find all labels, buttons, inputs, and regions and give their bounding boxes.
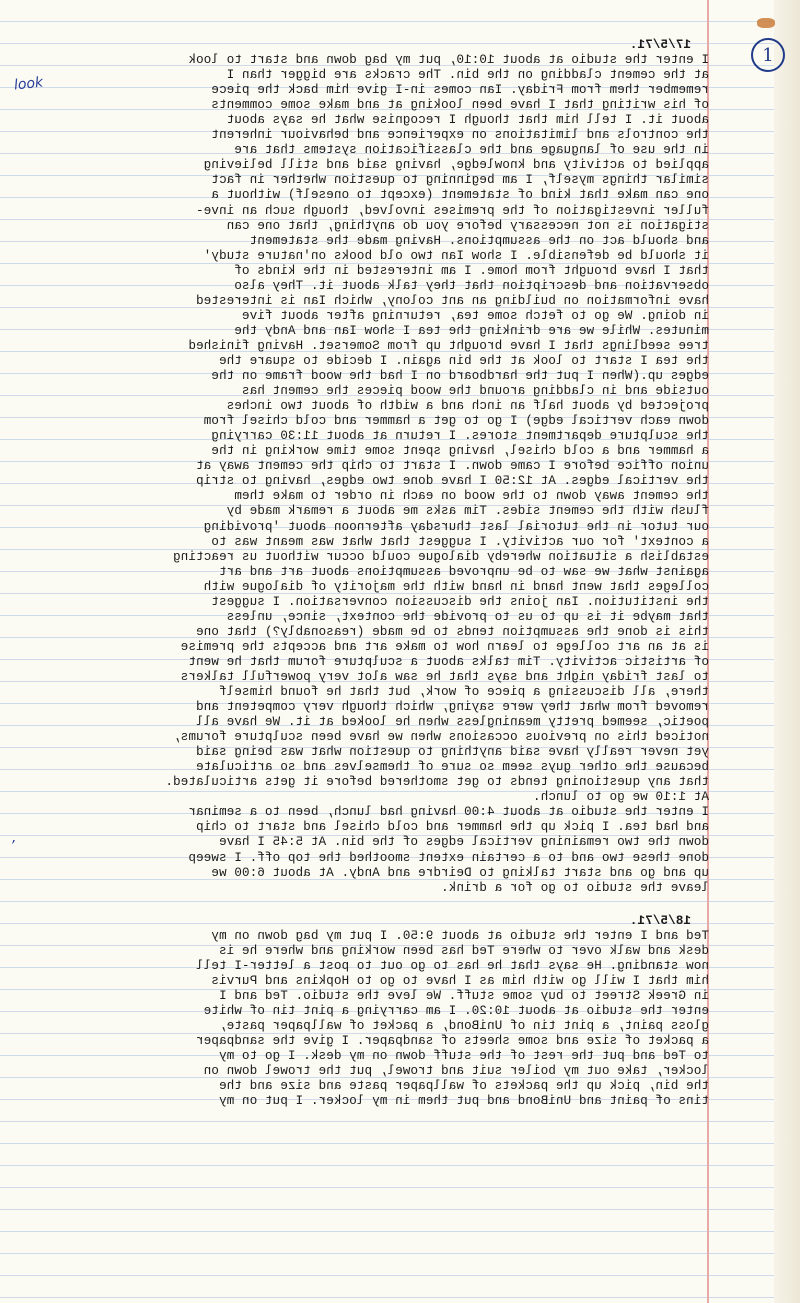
typescript-line: remember them from Friday. Ian comes in-I give him back the piece [211, 83, 709, 98]
typescript-line: against what we saw to be unproved assumptions about art and art [218, 564, 709, 579]
typescript-body [9, 38, 709, 1109]
margin-note-mark: , [12, 830, 17, 846]
typescript-line: and should act on the assumptions. Having made the statement [249, 233, 709, 248]
typescript-line: this is done the assumption tends to be made (reasonably?) that one [195, 624, 709, 639]
typescript-line: yet never really have said anything to question what was being said [195, 745, 709, 760]
typescript-line: observation and description that they talk about it. They also [234, 278, 709, 293]
typescript-line: to last friday night and says that he saw alot very powerfull talkers [180, 669, 709, 684]
typescript-line: poetic, seemed pretty meaningless when he looked at it. We have all [195, 715, 709, 730]
typescript-line: edges up.(When I put the hardboard on I had the wood frame on the [211, 369, 709, 384]
page-number-text: 1 [762, 44, 774, 66]
typescript-line: a context' for our activity. I suggest that what was meant was to [211, 534, 709, 549]
typescript-line: At 1:10 we go to lunch. [532, 790, 709, 805]
typescript-line: tins of paint and UniBond and put them in my locker. I put on my [218, 1094, 709, 1109]
typescript-line: noticed this on previous occasions when we have been sculpture forums, [172, 730, 709, 745]
typescript-line: the controls and limitations on experience and behaviour inherent [211, 128, 709, 143]
typescript-line: fuller investigation of the premises involved, though such an inve- [195, 203, 709, 218]
typescript-line: flush with the cement sides. Tim asks me about a remark made by [226, 504, 709, 519]
typescript-line: in doing. We go to fetch some tea, returning after about five [241, 308, 709, 323]
typescript-line: the institution. Ian joins the discussion conversation. I suggest [211, 594, 709, 609]
typescript-line: one can make that kind of statement (except to oneself) without a [211, 188, 709, 203]
typescript-line: locker, take out my boiler suit and trowel, put the trowel down on [203, 1064, 709, 1079]
typescript-line: I enter the studio at about 4:00 having had lunch, been to a seminar [188, 805, 709, 820]
typescript-line: tree seedlings that I have brought up from Somerset. Having finished [188, 338, 709, 353]
typescript-line: the bin, pick up the packets of wallpaper paste and size and the [218, 1079, 709, 1094]
typescript-line: it should be defensible. I show Ian two old books on'nature study' [203, 248, 709, 263]
typescript-line: because the other guys seem so sure of themselves and so articulate [195, 760, 709, 775]
typescript-line: have information on building an ant colony, which Ian is interested [195, 293, 709, 308]
typescript-line: of artistic activity. Tim talks about a sculpture forum that he went [188, 654, 709, 669]
typescript-line: down the two remaining vertical edges of the bin. At 5:45 I have [218, 835, 709, 850]
typescript-line: the vertical edges. At 12:50 I have done two edges, having to strip [195, 474, 709, 489]
margin-note-look: look [13, 74, 44, 94]
entry-date: 18/5/71. [629, 913, 691, 928]
typescript-line: that I have brought from home. I am interested in the kinds of [234, 263, 709, 278]
typescript-line: enter the studio at about 10:20. I am carrying a pint tin of white [203, 1003, 709, 1018]
typescript-line: union office before I came down. I start to chip the cement away at [195, 459, 709, 474]
typescript-line: colleges that went hand in hand with the majority of dialogue with [203, 579, 709, 594]
typescript-line: is at an art college to learn how to make art and accepts the premise [180, 639, 709, 654]
typescript-line: applied to activity and knowledge, having said and still believing [203, 158, 709, 173]
typescript-line: outside and in cladding around the wood pieces the cement has [241, 384, 709, 399]
typescript-line: done these two and to a certain extent smoothed the top off. I sweep [188, 850, 709, 865]
typescript-line: projected by about half an inch and a width of about two inches [226, 399, 709, 414]
entry-date: 17/5/71. [629, 38, 691, 52]
typescript-line: now standing. He says that he has to go out to post a letter-I tell [195, 958, 709, 973]
ink-stain [757, 18, 775, 28]
typescript-line: the sculpture department stores. I return at about 11:30 carrying [211, 429, 709, 444]
typescript-line: there, all discussing a piece of work, but that he found himself [218, 685, 709, 700]
typescript-line: our tutor in the tutorial last thursday afternoon about 'providing [203, 519, 709, 534]
typescript-line: desk and walk over to where Ted has been working and where he is [218, 943, 709, 958]
typescript-line: at the cement cladding on the bin. The cracks are bigger than I [226, 68, 709, 83]
typescript-line: gloss paint, a pint tin of UniBond, a packet of wallpaper paste, [218, 1019, 709, 1033]
typescript-line: stigation is not necessary before you do anything, that one can [226, 218, 709, 233]
typescript-line: minutes. While we are drinking the tea I show Ian and Andy the [234, 323, 709, 338]
typescript-line: in Greek Street to buy some stuff. We leve the studio. Ted and I [218, 988, 709, 1003]
typescript-line: that maybe it is up to us to provide the context, since, unless [226, 609, 709, 624]
typescript-line: a packet of size and some sheets of sandpaper. I give the sandpaper [195, 1034, 709, 1049]
typescript-line: that any questioning tends to get smothered before it gets articulated. [165, 775, 709, 790]
typescript-line: Ted and I enter the studio at about 9:50. I put my bag down on my [211, 928, 709, 943]
typescript-line: down each vertical edge) I go to get a hammer and cold chisel from [203, 414, 709, 429]
typescript-line: in the use of language and the classification systems that are [234, 143, 709, 158]
typescript-line: the cement away down to the wood on each in order to make them [234, 489, 709, 504]
typescript-line: leave the studio to go for a drink. [440, 880, 709, 895]
typescript-line: removed from what they were saying, which though very competent and [195, 700, 709, 715]
typescript-line: the tea I start to look at the bin again. I decide to square the [218, 353, 709, 368]
typescript-line: establish a situation whereby dialogue could occur without us reacting [172, 549, 709, 564]
typescript-line: similar things myself, I am beginning to question whether in fact [211, 173, 709, 188]
entry-gap [9, 896, 709, 914]
typescript-line: about it. I tell him that though I recognise what he says about [226, 113, 709, 128]
paper-edge [774, 0, 800, 1303]
typescript-line: him that I will go with him as I have to go to Hopkins and Purvis [211, 973, 709, 988]
typescript-line: of his writing that I have been looking at and make some comments [211, 98, 709, 113]
typescript-line: a hammer and a cold chisel, having spent some time working in the [211, 444, 709, 459]
typescript-line: I enter the studio at about 10:10, put my bag down and start to look [188, 53, 709, 68]
typescript-line: to Ted and put the rest of the stuff down on my desk. I go to my [218, 1049, 709, 1064]
typescript-line: up and go and start talking to Deirdre and Andy. At about 6:00 we [211, 865, 709, 880]
page-number [751, 38, 785, 72]
typescript-line: and had tea. I pick up the hammer and cold chisel and start to chip [195, 820, 709, 835]
